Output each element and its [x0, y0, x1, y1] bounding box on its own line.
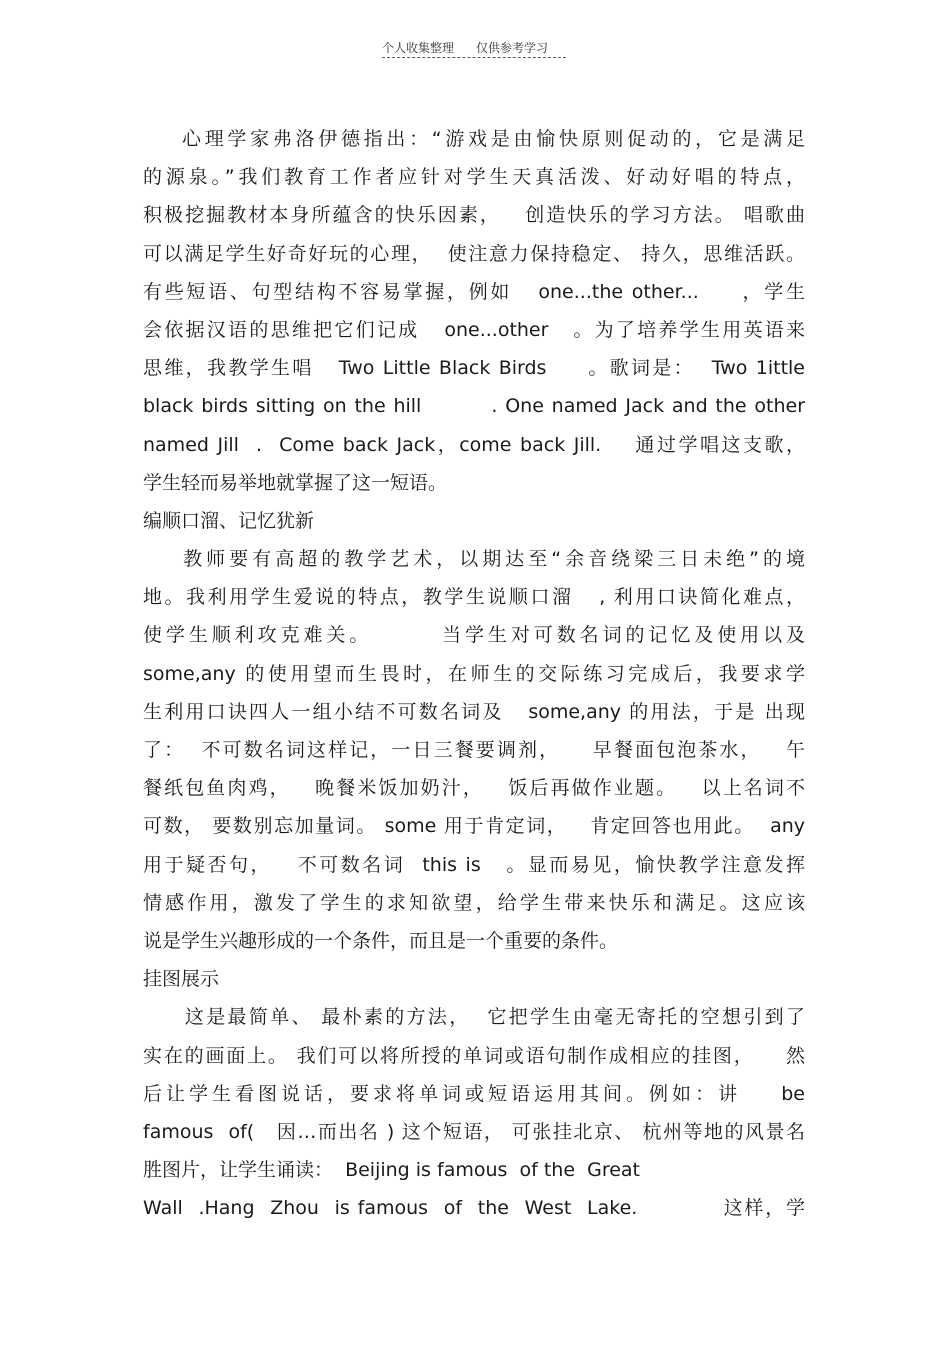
section-heading: 挂图展示	[143, 968, 220, 991]
body-line: black birds sitting on the hill . One named Jack and the other	[143, 395, 805, 418]
body-line: 学生轻而易举地就掌握了这一短语。	[143, 471, 448, 494]
body-line: 有些短语、句型结构不容易掌握，例如 one...the other... ，学生	[143, 280, 805, 303]
body-line: 这是最简单、 最朴素的方法， 它把学生由毫无寄托的空想引到了	[143, 1006, 805, 1029]
body-line: 说是学生兴趣形成的一个条件，而且是一个重要的条件。	[143, 929, 619, 952]
document-body	[143, 120, 805, 1227]
body-line: 地。我利用学生爱说的特点，教学生说顺口溜 , 利用口诀简化难点，	[143, 586, 805, 609]
section-heading: 编顺口溜、记忆犹新	[143, 509, 315, 532]
body-line: Wall .Hang Zhou is famous of the West Lake. 这样，学	[143, 1197, 805, 1220]
body-line: 使学生顺利攻克难关。 当学生对可数名词的记忆及使用以及	[143, 624, 805, 647]
body-line: 用于疑否句， 不可数名词 this is 。显而易见，愉快教学注意发挥	[143, 853, 805, 876]
body-line: 实在的画面上。 我们可以将所授的单词或语句制作成相应的挂图， 然	[143, 1044, 805, 1067]
body-line: named Jill . Come back Jack，come back Jill. 通过学唱这支歌，	[143, 433, 805, 456]
page-header	[382, 40, 566, 58]
body-line: 思维，我教学生唱 Two Little Black Birds 。歌词是： Two 1ittle	[143, 357, 805, 380]
body-line: 可数， 要数别忘加量词。 some 用于肯定词， 肯定回答也用此。 any	[143, 815, 805, 838]
body-line: 后让学生看图说话，要求将单词或短语运用其间。例如：讲 be	[143, 1082, 805, 1105]
body-line: some,any 的使用望而生畏时，在师生的交际练习完成后，我要求学	[143, 662, 805, 685]
body-line: 教师要有高超的教学艺术，以期达至“余音绕梁三日未绝”的境	[143, 548, 805, 571]
body-line: 可以满足学生好奇好玩的心理， 使注意力保持稳定、 持久，思维活跃。	[143, 242, 805, 265]
body-line: 情感作用，激发了学生的求知欲望，给学生带来快乐和满足。这应该	[143, 891, 805, 914]
body-line: 积极挖掘教材本身所蕴含的快乐因素， 创造快乐的学习方法。 唱歌曲	[143, 204, 805, 227]
body-line: famous of( 因…而出名 ) 这个短语， 可张挂北京、 杭州等地的风景名	[143, 1120, 805, 1143]
body-line: 生利用口诀四人一组小结不可数名词及 some,any 的用法，于是 出现	[143, 700, 805, 723]
body-line: 餐纸包鱼肉鸡， 晚餐米饭加奶汁， 饭后再做作业题。 以上名词不	[143, 777, 805, 800]
header-right-text: 仅供参考学习	[476, 41, 549, 55]
body-line: 心理学家弗洛伊德指出：“游戏是由愉快原则促动的，它是满足	[143, 128, 805, 150]
body-line: 了： 不可数名词这样记，一日三餐要调剂， 早餐面包泡茶水， 午	[143, 739, 805, 761]
body-line: 的源泉。”我们教育工作者应针对学生天真活泼、好动好唱的特点，	[143, 166, 805, 189]
body-line: 会依据汉语的思维把它们记成 one...other 。为了培养学生用英语来	[143, 318, 805, 341]
header-left-text: 个人收集整理	[382, 41, 455, 55]
body-line: 胜图片，让学生诵读： Beijing is famous of the Great	[143, 1159, 640, 1182]
